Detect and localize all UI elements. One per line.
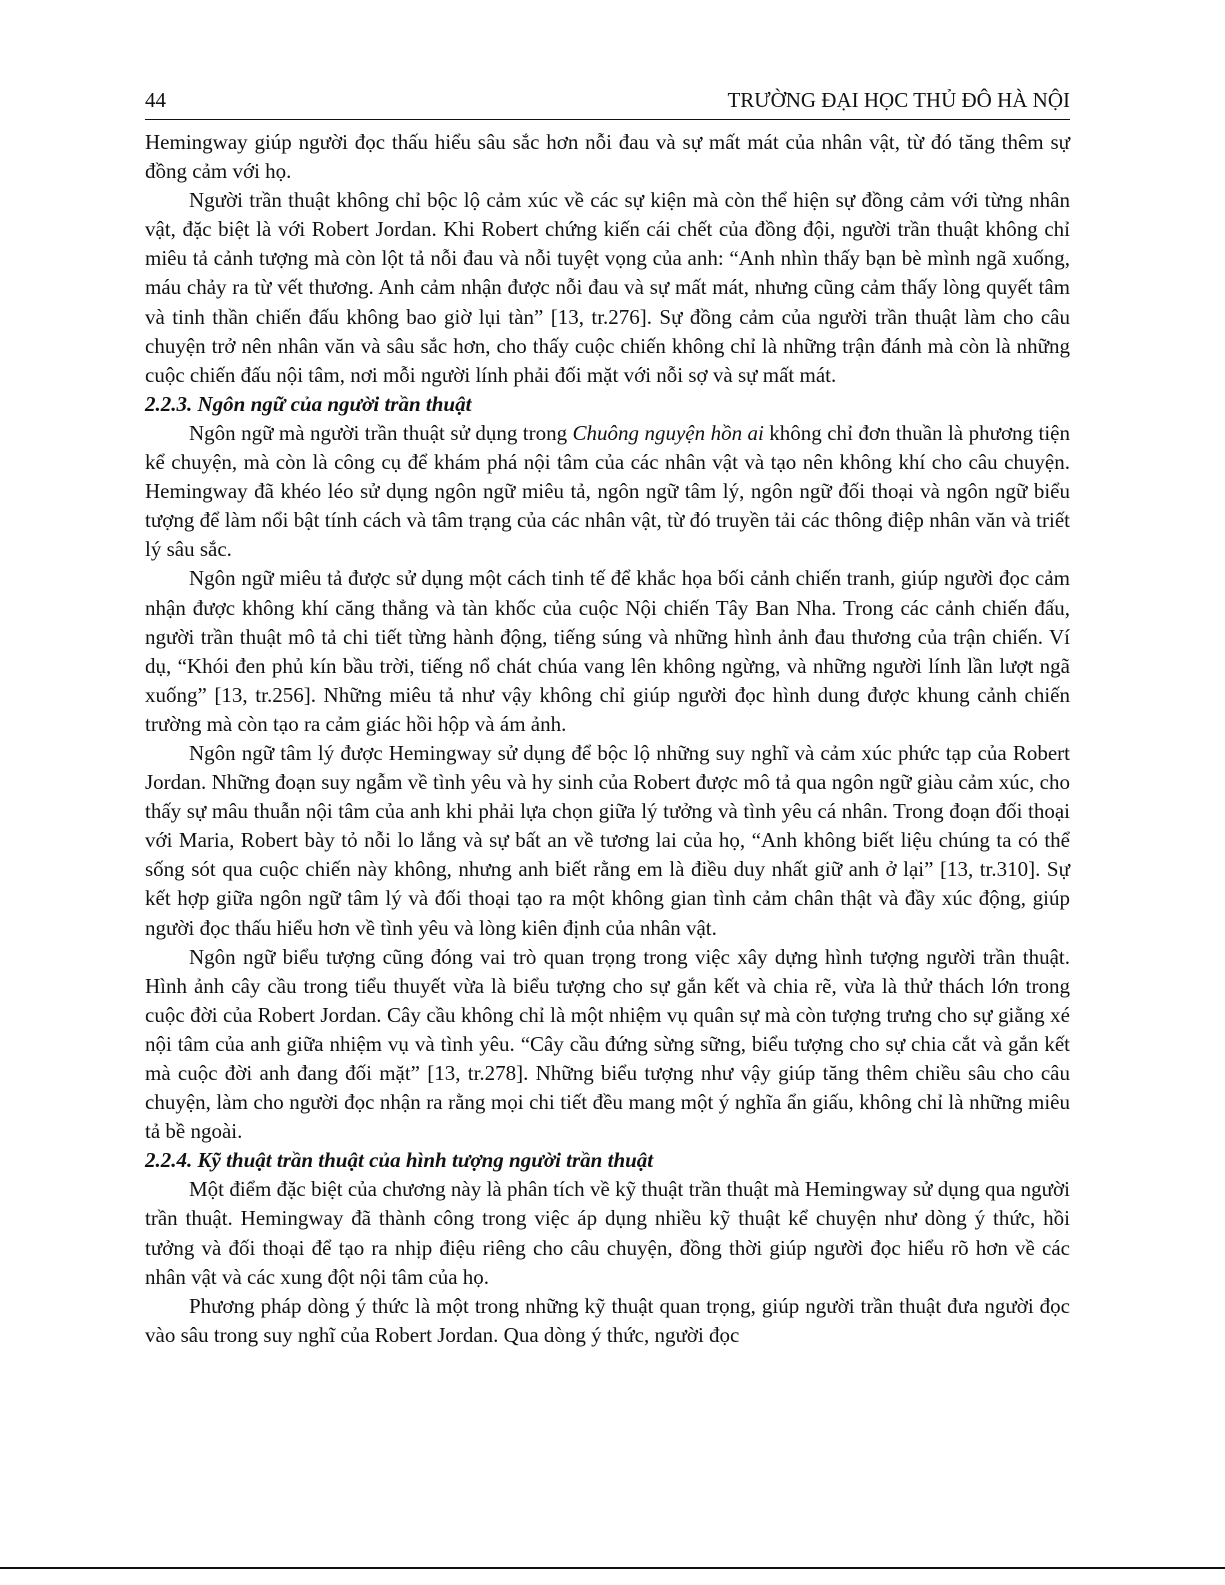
paragraph-1: Hemingway giúp người đọc thấu hiểu sâu sắc hơn nỗi đau và sự mất mát của nhân vật, từ đó tăng thêm sự đồng cảm với họ.: [145, 130, 1070, 184]
paragraph-2: Người trần thuật không chỉ bộc lộ cảm xúc về các sự kiện mà còn thể hiện sự đồng cảm với từng nhân vật, đặc biệt là với Robert Jordan. Khi Robert chứng kiến cái chết của đồng đội, người trần thuật không chỉ miêu tả cảnh tượng mà còn lột tả nỗi đau và nỗi tuyệt vọng của anh: “Anh nhìn thấy bạn bè mình ngã xuống, máu chảy ra từ vết thương. Anh cảm nhận được nỗi đau và sự mất mát, nhưng cũng cảm thấy lòng quyết tâm và tinh thần chiến đấu không bao giờ lụi tàn” [13, tr.276]. Sự đồng cảm của người trần thuật làm cho câu chuyện trở nên nhân văn và sâu sắc hơn, cho thấy cuộc chiến không chỉ là những trận đánh mà còn là những cuộc chiến đấu nội tâm, nơi mỗi người lính phải đối mặt với nỗi sợ và sự mất mát.: [145, 188, 1070, 387]
paragraph-8: Phương pháp dòng ý thức là một trong những kỹ thuật quan trọng, giúp người trần thuật đưa người đọc vào sâu trong suy nghĩ của Robert Jordan. Qua dòng ý thức, người đọc: [145, 1293, 1070, 1347]
page: [145, 88, 1070, 1350]
paragraph-7: Một điểm đặc biệt của chương này là phân tích về kỹ thuật trần thuật mà Hemingway sử dụng qua người trần thuật. Hemingway đã thành công trong việc áp dụng nhiều kỹ thuật kể chuyện như dòng ý thức, hồi tưởng và đối thoại để tạo ra nhịp điệu riêng cho câu chuyện, đồng thời giúp người đọc hiểu rõ hơn về các nhân vật và các xung đột nội tâm của họ.: [145, 1177, 1070, 1289]
section-heading-2-2-4: 2.2.4. Kỹ thuật trần thuật của hình tượng người trần thuật: [145, 1148, 654, 1173]
paragraph-3-after: không chỉ đơn thuần là phương tiện kể chuyện, mà còn là công cụ để khám phá nội tâm của các nhân vật và tạo nên không khí cho câu chuyện. Hemingway đã khéo léo sử dụng ngôn ngữ miêu tả, ngôn ngữ tâm lý, ngôn ngữ đối thoại và ngôn ngữ biểu tượng để làm nổi bật tính cách và tâm trạng của các nhân vật, từ đó truyền tải các thông điệp nhân văn và triết lý sâu sắc.: [145, 420, 1070, 562]
paragraph-6: Ngôn ngữ biểu tượng cũng đóng vai trò quan trọng trong việc xây dựng hình tượng người trần thuật. Hình ảnh cây cầu trong tiểu thuyết vừa là biểu tượng cho sự gắn kết và chia rẽ, vừa là thử thách lớn trong cuộc đời của Robert Jordan. Cây cầu không chỉ là một nhiệm vụ quân sự mà còn tượng trưng cho sự giằng xé nội tâm của anh giữa nhiệm vụ và tình yêu. “Cây cầu đứng sừng sững, biểu tượng cho sự chia cắt và gắn kết mà cuộc đời anh đang đối mặt” [13, tr.278]. Những biểu tượng như vậy giúp tăng thêm chiều sâu cho câu chuyện, làm cho người đọc nhận ra rằng mọi chi tiết đều mang một ý nghĩa ẩn giấu, không chỉ là những miêu tả bề ngoài.: [145, 944, 1070, 1144]
page-header: [145, 88, 1070, 120]
journal-name: TRƯỜNG ĐẠI HỌC THỦ ĐÔ HÀ NỘI: [727, 88, 1070, 112]
novel-title: Chuông nguyện hồn ai: [572, 420, 764, 445]
section-heading-2-2-3: 2.2.3. Ngôn ngữ của người trần thuật: [145, 391, 472, 416]
paragraph-3: [145, 419, 1070, 564]
paragraph-5: Ngôn ngữ tâm lý được Hemingway sử dụng để bộc lộ những suy nghĩ và cảm xúc phức tạp của Robert Jordan. Những đoạn suy ngẫm về tình yêu và hy sinh của Robert được mô tả qua ngôn ngữ giàu cảm xúc, cho thấy sự mâu thuẫn nội tâm của anh khi phải lựa chọn giữa lý tưởng và tình yêu cá nhân. Trong đoạn đối thoại với Maria, Robert bày tỏ nỗi lo lắng và sự bất an về tương lai của họ, “Anh không biết liệu chúng ta có thể sống sót qua cuộc chiến này không, nhưng anh biết rằng em là điều duy nhất giữ anh ở lại” [13, tr.310]. Sự kết hợp giữa ngôn ngữ tâm lý và đối thoại tạo ra một không gian tình cảm chân thật và đầy xúc động, giúp người đọc thấu hiểu hơn về tình yêu và lòng kiên định của nhân vật.: [145, 740, 1070, 940]
body-text: [145, 128, 1070, 1350]
paragraph-4: Ngôn ngữ miêu tả được sử dụng một cách tinh tế để khắc họa bối cảnh chiến tranh, giúp người đọc cảm nhận được không khí căng thẳng và tàn khốc của cuộc Nội chiến Tây Ban Nha. Trong các cảnh chiến đấu, người trần thuật mô tả chi tiết từng hành động, tiếng súng và những hình ảnh đau thương của trận chiến. Ví dụ, “Khói đen phủ kín bầu trời, tiếng nổ chát chúa vang lên không ngừng, và những người lính lần lượt ngã xuống” [13, tr.256]. Những miêu tả như vậy không chỉ giúp người đọc hình dung được khung cảnh chiến trường mà còn tạo ra cảm giác hồi hộp và ám ảnh.: [145, 566, 1070, 736]
page-number: 44: [145, 88, 166, 112]
paragraph-3-before: Ngôn ngữ mà người trần thuật sử dụng trong: [189, 420, 573, 445]
bottom-rule: [0, 1567, 1225, 1569]
